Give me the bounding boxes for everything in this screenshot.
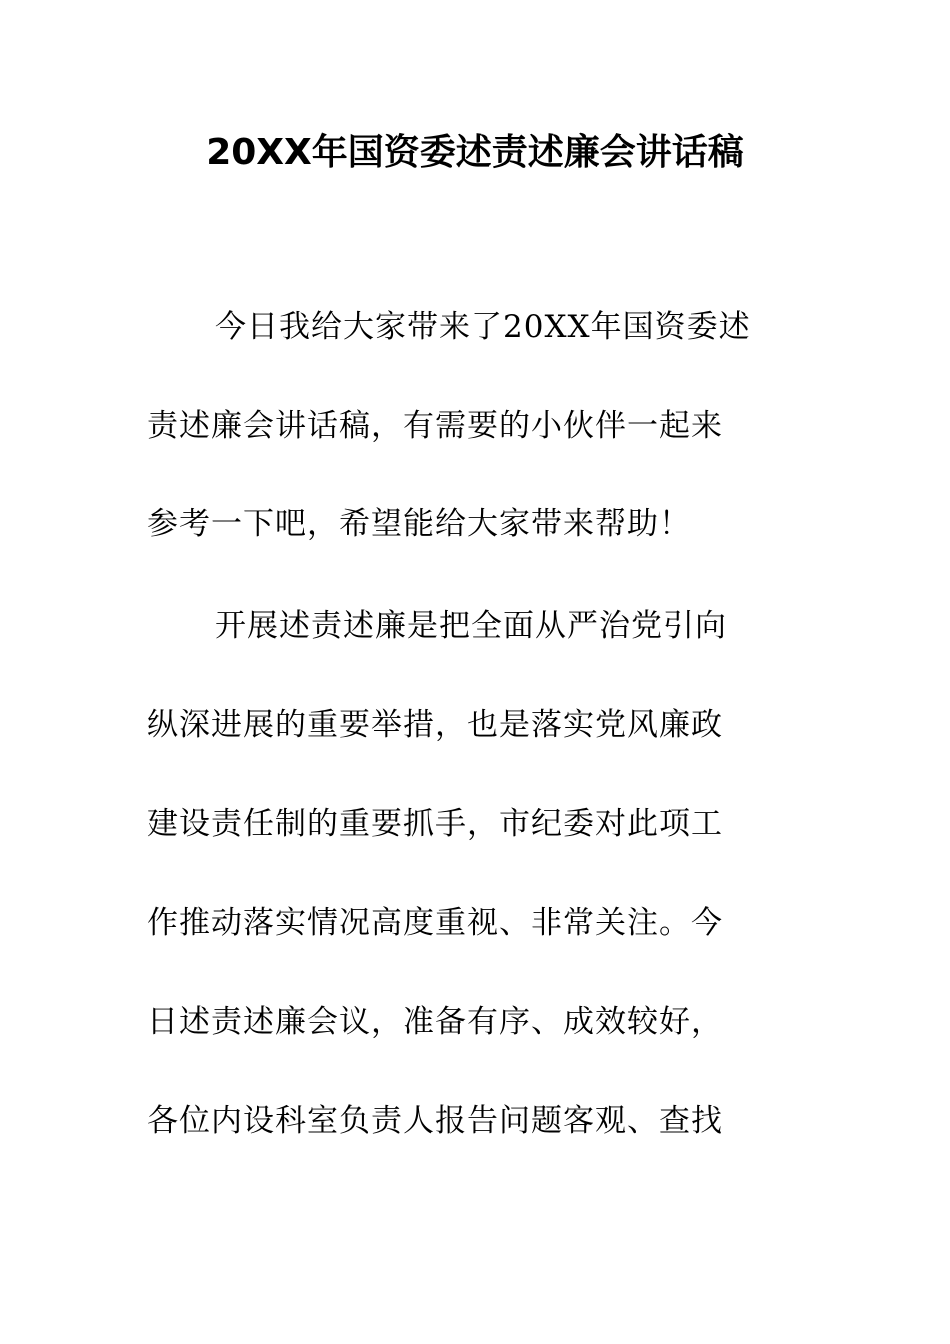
paragraph-line: 各位内设科室负责人报告问题客观、查找 [147, 1103, 723, 1139]
paragraph-line: 日述责述廉会议，准备有序、成效较好， [147, 1004, 723, 1040]
paragraph-line: 纵深进展的重要举措，也是落实党风廉政 [147, 707, 723, 743]
paragraph-line: 开展述责述廉是把全面从严治党引向 [215, 608, 727, 644]
paragraph-line: 参考一下吧，希望能给大家带来帮助！ [147, 506, 691, 542]
document-title: 20XX年国资委述责述廉会讲话稿 [206, 132, 744, 173]
paragraph-line: 作推动落实情况高度重视、非常关注。今 [147, 905, 723, 941]
paragraph-line: 责述廉会讲话稿，有需要的小伙伴一起来 [147, 408, 723, 444]
paragraph-line: 建设责任制的重要抓手，市纪委对此项工 [147, 806, 723, 842]
paragraph-line: 今日我给大家带来了20XX年国资委述 [215, 309, 751, 345]
